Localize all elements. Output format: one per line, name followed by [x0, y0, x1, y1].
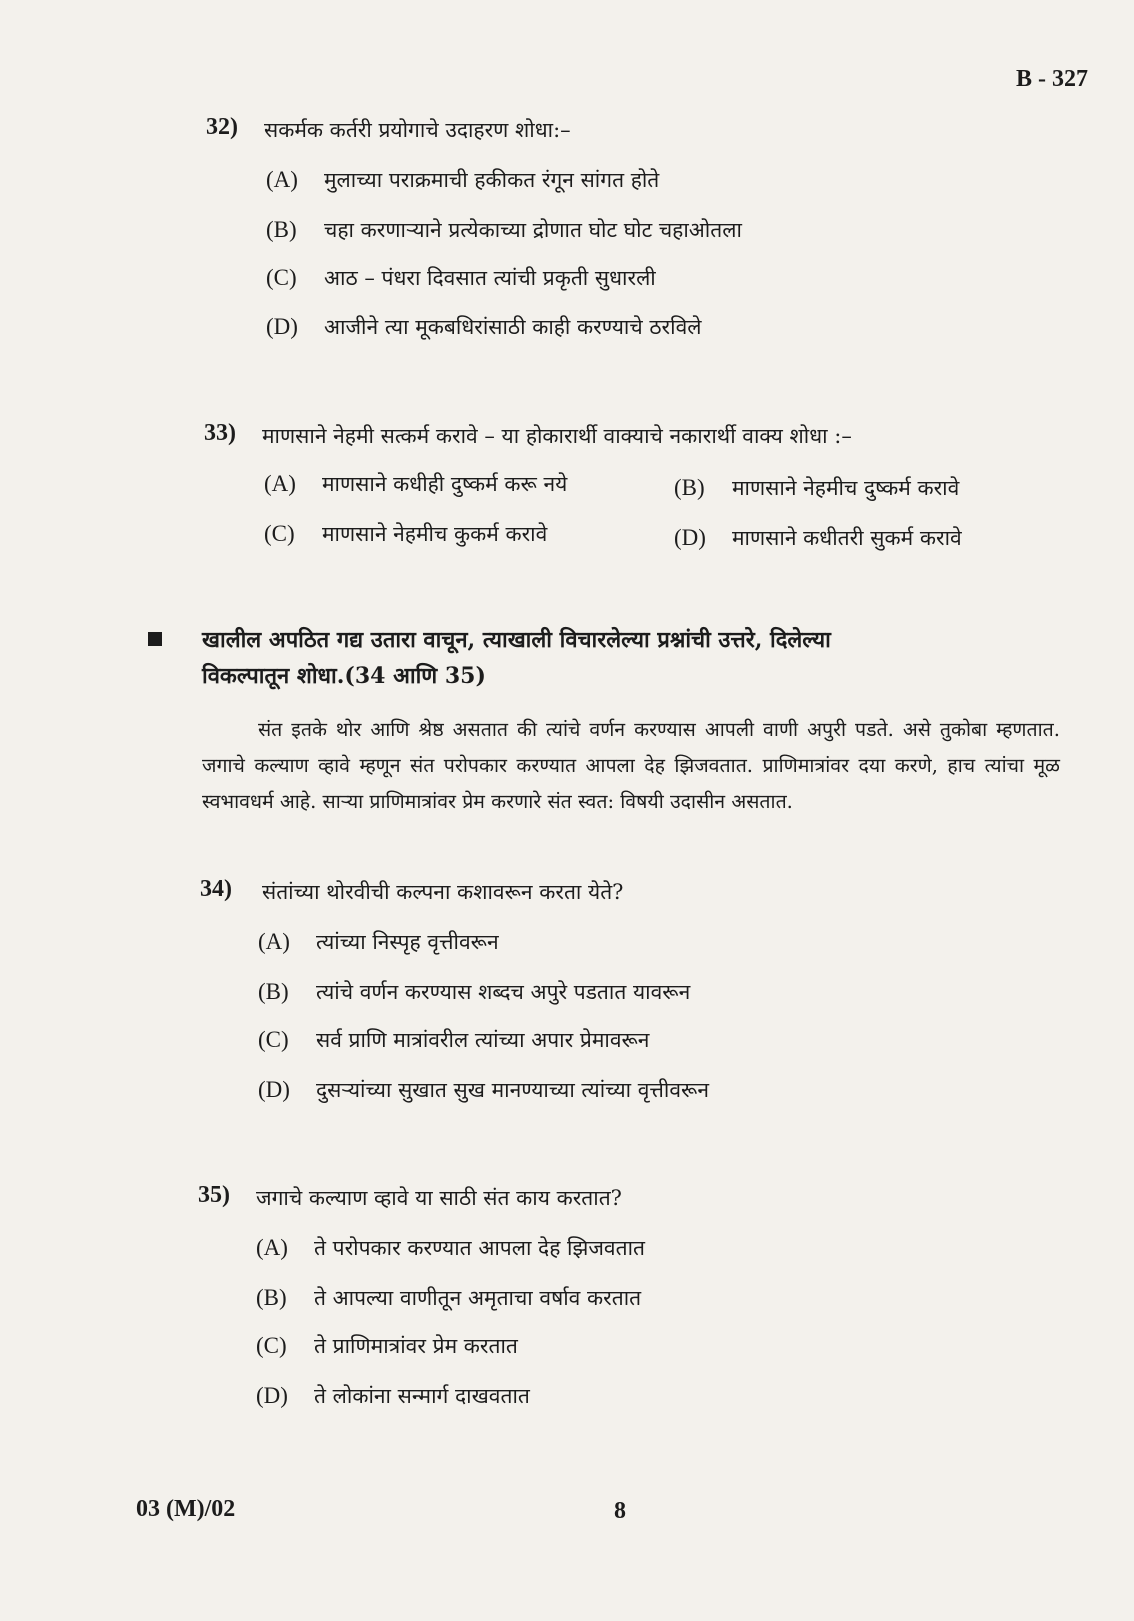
option-text: त्यांचे वर्णन करण्यास शब्दच अपुरे पडतात यावरून: [316, 980, 691, 1004]
question-number: 34): [200, 876, 232, 902]
option-c: [256, 1332, 518, 1360]
option-text: सर्व प्राणि मात्रांवरील त्यांच्या अपार प्रेमावरून: [316, 1028, 650, 1052]
option-text: आठ – पंधरा दिवसात त्यांची प्रकृती सुधारली: [324, 266, 656, 290]
option-label: (B): [266, 217, 297, 242]
option-label: (D): [258, 1077, 290, 1102]
question-number: 35): [198, 1182, 230, 1208]
option-a: [258, 928, 499, 956]
option-c: [264, 520, 547, 548]
paper-code: B - 327: [1016, 66, 1088, 92]
option-label: (C): [258, 1027, 289, 1052]
option-label: (B): [258, 979, 289, 1004]
question-text: संतांच्या थोरवीची कल्पना कशावरून करता येते?: [262, 880, 624, 904]
instruction-line-2: विकल्पातून शोधा.(34 आणि 35): [202, 663, 486, 689]
option-label: (B): [256, 1285, 287, 1310]
question-text: माणसाने नेहमी सत्कर्म करावे – या होकारार्थी वाक्याचे नकारार्थी वाक्य शोधा :–: [262, 424, 852, 448]
option-label: (D): [266, 314, 298, 339]
option-c: [266, 264, 656, 292]
option-text: माणसाने नेहमीच दुष्कर्म करावे: [732, 476, 960, 500]
option-text: आजीने त्या मूकबधिरांसाठी काही करण्याचे ठरविले: [324, 315, 702, 339]
option-d: [258, 1076, 709, 1104]
bullet-square-icon: [148, 632, 162, 646]
option-text: दुसऱ्यांच्या सुखात सुख मानण्याच्या त्यांच्या वृत्तीवरून: [316, 1078, 710, 1102]
option-label: (C): [256, 1333, 287, 1358]
option-label: (A): [258, 929, 290, 954]
question-number: 33): [204, 420, 236, 446]
option-text: माणसाने कधीही दुष्कर्म करू नये: [322, 472, 568, 496]
option-text: माणसाने नेहमीच कुकर्म करावे: [322, 522, 548, 546]
option-label: (C): [266, 265, 297, 290]
option-label: (D): [674, 525, 706, 550]
option-label: (A): [266, 167, 298, 192]
option-d: [256, 1382, 530, 1410]
option-b: [256, 1284, 641, 1312]
option-text: मुलाच्या पराक्रमाची हकीकत रंगून सांगत होते: [324, 168, 660, 192]
option-b: [674, 474, 959, 502]
option-label: (D): [256, 1383, 288, 1408]
option-b: [266, 216, 742, 244]
option-text: त्यांच्या निस्पृह वृत्तीवरून: [316, 930, 499, 954]
option-b: [258, 978, 690, 1006]
option-text: ते आपल्या वाणीतून अमृताचा वर्षाव करतात: [314, 1286, 642, 1310]
option-label: (A): [264, 471, 296, 496]
instruction-line-1: खालील अपठित गद्य उतारा वाचून, त्याखाली विचारलेल्या प्रश्नांची उत्तरे, दिलेल्या: [202, 627, 831, 653]
option-d: [266, 313, 702, 341]
option-text: ते लोकांना सन्मार्ग दाखवतात: [314, 1384, 530, 1408]
option-text: ते परोपकार करण्यात आपला देह झिजवतात: [314, 1236, 645, 1260]
option-c: [258, 1026, 649, 1054]
option-text: माणसाने कधीतरी सुकर्म करावे: [732, 526, 962, 550]
option-text: ते प्राणिमात्रांवर प्रेम करतात: [314, 1334, 518, 1358]
question-text: जगाचे कल्याण व्हावे या साठी संत काय करतात?: [256, 1186, 622, 1210]
option-a: [256, 1234, 645, 1262]
option-label: (B): [674, 475, 705, 500]
question-number: 32): [206, 114, 238, 140]
option-a: [264, 470, 567, 498]
option-a: [266, 166, 659, 194]
option-text: चहा करणाऱ्याने प्रत्येकाच्या द्रोणात घोट घोट चहाओतला: [324, 218, 742, 242]
option-d: [674, 524, 962, 552]
option-label: (C): [264, 521, 295, 546]
page-number: 8: [614, 1498, 626, 1524]
footer-code: 03 (M)/02: [136, 1496, 236, 1522]
passage: संत इतके थोर आणि श्रेष्ठ असतात की त्यांचे वर्णन करण्यास आपली वाणी अपुरी पडते. असे तुकोबा म्हणतात. जगाचे कल्याण व्हावे म्हणून संत परोपकार करण्यात आपला देह झिजवतात. प्राणिमात्रांवर दया करणे, हाच त्यांचा मूळ स्वभावधर्म आहे. साऱ्या प्राणिमात्रांवर प्रेम करणारे संत स्वत: विषयी उदासीन असतात.: [202, 718, 1060, 813]
option-label: (A): [256, 1235, 288, 1260]
question-text: सकर्मक कर्तरी प्रयोगाचे उदाहरण शोधा:–: [264, 118, 571, 142]
